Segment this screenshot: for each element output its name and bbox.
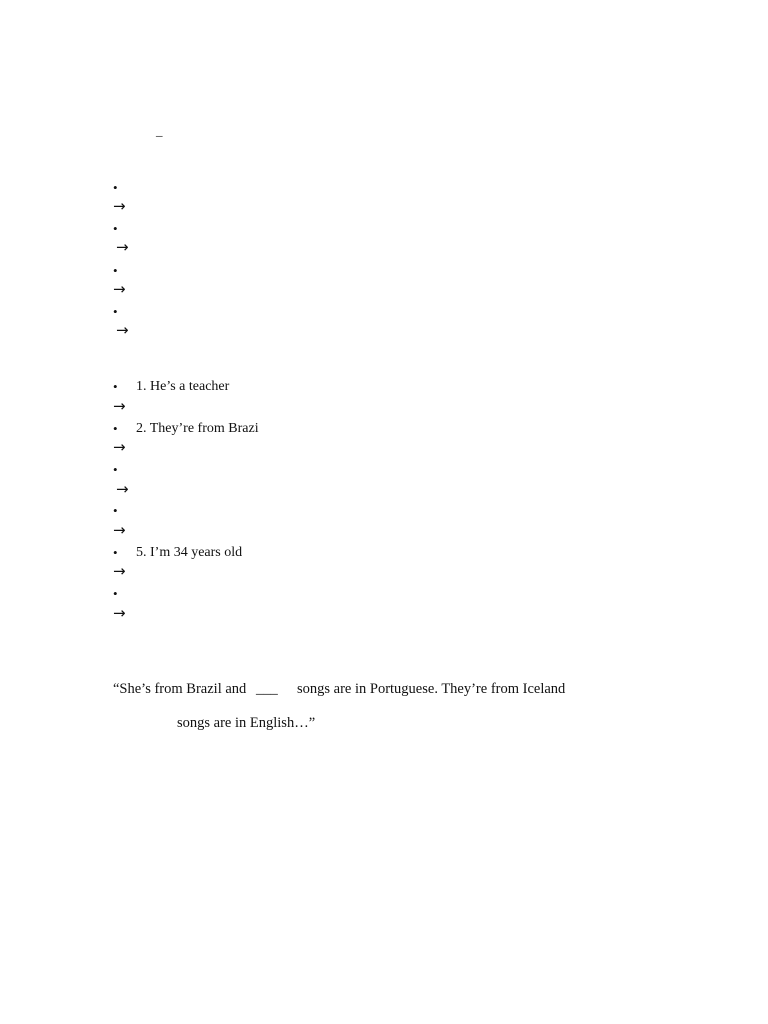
exercise-line-2: songs are in English…”: [177, 715, 316, 731]
arrow-4: →: [116, 321, 129, 339]
bullet-2: •: [113, 221, 118, 236]
bullet-item-2: •: [113, 421, 118, 436]
arrow-item-4: →: [113, 521, 126, 539]
arrow-2: →: [116, 238, 129, 256]
exercise-line-1-start: “She’s from Brazil and: [113, 681, 247, 697]
arrow-item-2: →: [113, 438, 126, 456]
list-item-1: 1. He’s a teacher: [136, 379, 230, 394]
exercise-blank: ___: [256, 681, 278, 697]
bullet-item-3: •: [113, 462, 118, 477]
exercise-line-1-end: songs are in Portuguese. They’re from Iceland: [297, 681, 566, 697]
bullet-4: •: [113, 304, 118, 319]
arrow-item-6: →: [113, 604, 126, 622]
arrow-1: →: [113, 197, 126, 215]
bullet-1: •: [113, 180, 118, 195]
bullet-item-5: •: [113, 545, 118, 560]
list-item-2: 2. They’re from Brazi: [136, 421, 259, 436]
bullet-item-1: •: [113, 379, 118, 394]
bullet-item-4: •: [113, 503, 118, 518]
bullet-3: •: [113, 263, 118, 278]
list-item-5: 5. I’m 34 years old: [136, 545, 243, 560]
arrow-item-5: →: [113, 562, 126, 580]
arrow-item-1: →: [113, 397, 126, 415]
arrow-3: →: [113, 280, 126, 298]
bullet-item-6: •: [113, 586, 118, 601]
arrow-item-3: →: [116, 480, 129, 498]
underscore-mark: _: [156, 123, 163, 138]
